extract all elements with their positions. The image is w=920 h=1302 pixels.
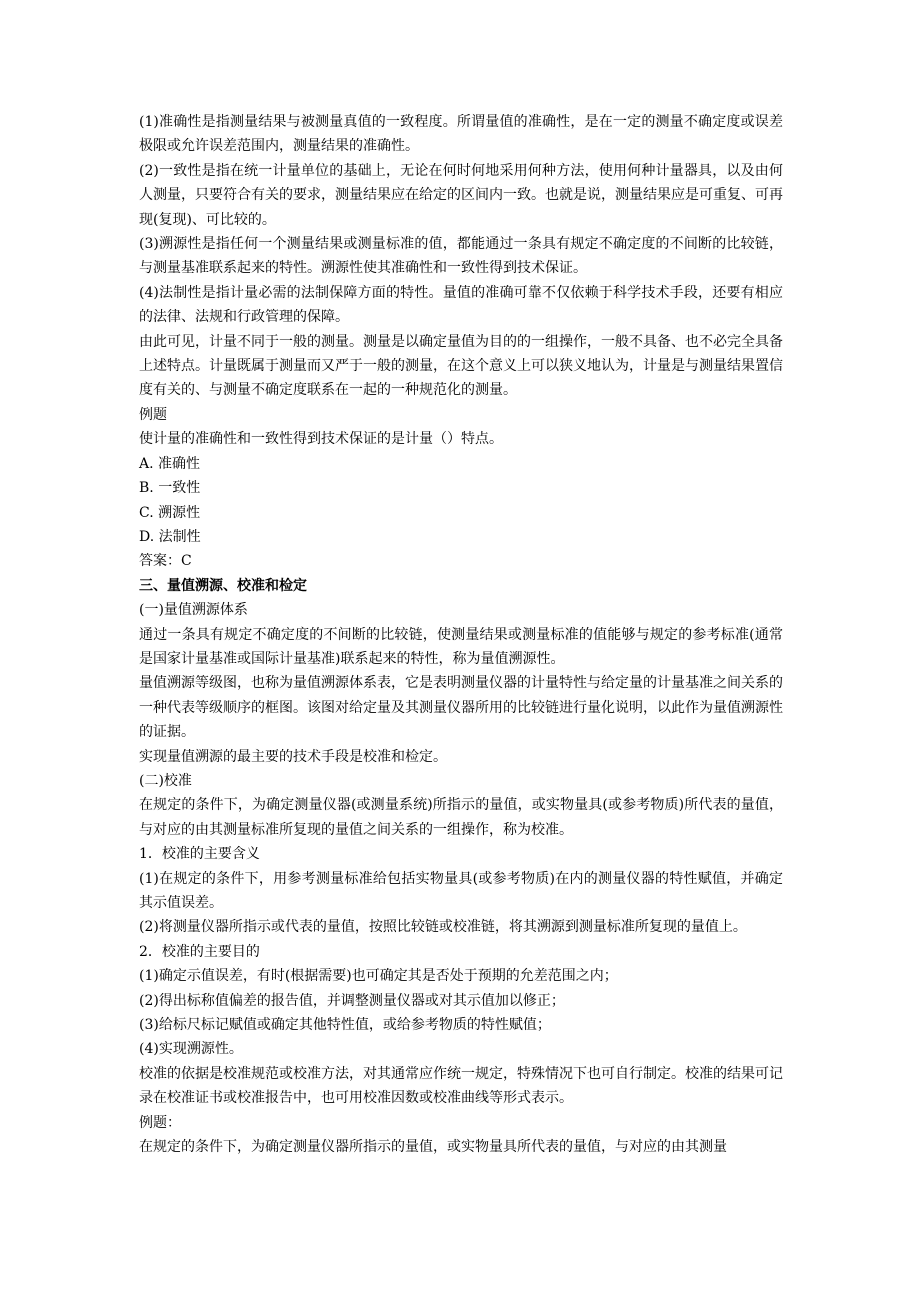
paragraph-accuracy: (1)准确性是指测量结果与被测量真值的一致程度。所谓量值的准确性，是在一定的测量不确定度或误差极限或允许误差范围内，测量结果的准确性。 <box>139 114 783 155</box>
example-question: 使计量的准确性和一致性得到技术保证的是计量（）特点。 <box>139 431 503 448</box>
example-label: 例题 <box>139 406 167 423</box>
example-question-2: 在规定的条件下，为确定测量仪器所指示的量值，或实物量具所代表的量值，与对应的由其测量 <box>139 1139 727 1156</box>
calibration-purpose-4: (4)实现溯源性。 <box>139 1041 243 1058</box>
paragraph-traceability: (3)溯源性是指任何一个测量结果或测量标准的值，都能通过一条具有规定不确定度的不间断的比较链，与测量基准联系起来的特性。溯源性使其准确性和一致性得到技术保证。 <box>139 236 783 277</box>
option-d: D. 法制性 <box>139 528 201 545</box>
option-a: A. 准确性 <box>139 455 201 472</box>
paragraph-calibration-definition: 在规定的条件下，为确定测量仪器(或测量系统)所指示的量值，或实物量具(或参考物质)所代表的量值，与对应的由其测量标准所复现的量值之间关系的一组操作，称为校准。 <box>139 797 783 838</box>
calibration-meaning-2: (2)将测量仪器所指示或代表的量值，按照比较链或校准链，将其溯源到测量标准所复现的量值上。 <box>139 919 747 936</box>
heading-calibration-purpose: 2．校准的主要目的 <box>139 943 260 960</box>
calibration-purpose-1: (1)确定示值误差，有时(根据需要)也可确定其是否处于预期的允差范围之内； <box>139 968 618 985</box>
calibration-purpose-2: (2)得出标称值偏差的报告值，并调整测量仪器或对其示值加以修正； <box>139 992 565 1009</box>
option-c: C. 溯源性 <box>139 504 201 521</box>
heading-calibration-meaning: 1．校准的主要含义 <box>139 846 260 863</box>
subsection-calibration: (二)校准 <box>139 772 192 789</box>
option-b: B. 一致性 <box>139 480 201 497</box>
calibration-purpose-3: (3)给标尺标记赋值或确定其他特性值，或给参考物质的特性赋值； <box>139 1017 551 1034</box>
paragraph-traceability-chart: 量值溯源等级图，也称为量值溯源体系表，它是表明测量仪器的计量特性与给定量的计量基准之间关系的一种代表等级顺序的框图。该图对给定量及其测量仪器所用的比较链进行量化说明，以此作为量值溯源性的证据。 <box>139 675 783 741</box>
paragraph-legality: (4)法制性是指计量必需的法制保障方面的特性。量值的准确可靠不仅依赖于科学技术手段，还要有相应的法律、法规和行政管理的保障。 <box>139 284 783 326</box>
example-label-2: 例题： <box>139 1114 181 1131</box>
answer: 答案：C <box>139 553 192 570</box>
section-heading: 三、量值溯源、校准和检定 <box>139 577 307 594</box>
paragraph-calibration-basis: 校准的依据是校准规范或校准方法，对其通常应作统一规定，特殊情况下也可自行制定。校准的结果可记录在校准证书或校准报告中，也可用校准因数或校准曲线等形式表示。 <box>139 1065 783 1107</box>
paragraph-consistency: (2)一致性是指在统一计量单位的基础上，无论在何时何地采用何种方法，使用何种计量器具，以及由何人测量，只要符合有关的要求，测量结果应在给定的区间内一致。也就是说，测量结果应是可重复、可再现(复现)、可比较的。 <box>139 162 783 228</box>
paragraph-traceability-means: 实现量值溯源的最主要的技术手段是校准和检定。 <box>139 748 447 765</box>
document-body <box>139 110 783 1159</box>
calibration-meaning-1: (1)在规定的条件下，用参考测量标准给包括实物量具(或参考物质)在内的测量仪器的特性赋值，并确定其示值误差。 <box>139 870 783 911</box>
paragraph-traceability-definition: 通过一条具有规定不确定度的不间断的比较链，使测量结果或测量标准的值能够与规定的参考标准(通常是国家计量基准或国际计量基准)联系起来的特性，称为量值溯源性。 <box>139 626 783 667</box>
paragraph-summary: 由此可见，计量不同于一般的测量。测量是以确定量值为目的的一组操作，一般不具备、也不必完全具备上述特点。计量既属于测量而又严于一般的测量，在这个意义上可以狭义地认为，计量是与测量结果置信度有关的、与测量不确定度联系在一起的一种规范化的测量。 <box>139 333 783 399</box>
subsection-traceability-system: (一)量值溯源体系 <box>139 602 248 619</box>
